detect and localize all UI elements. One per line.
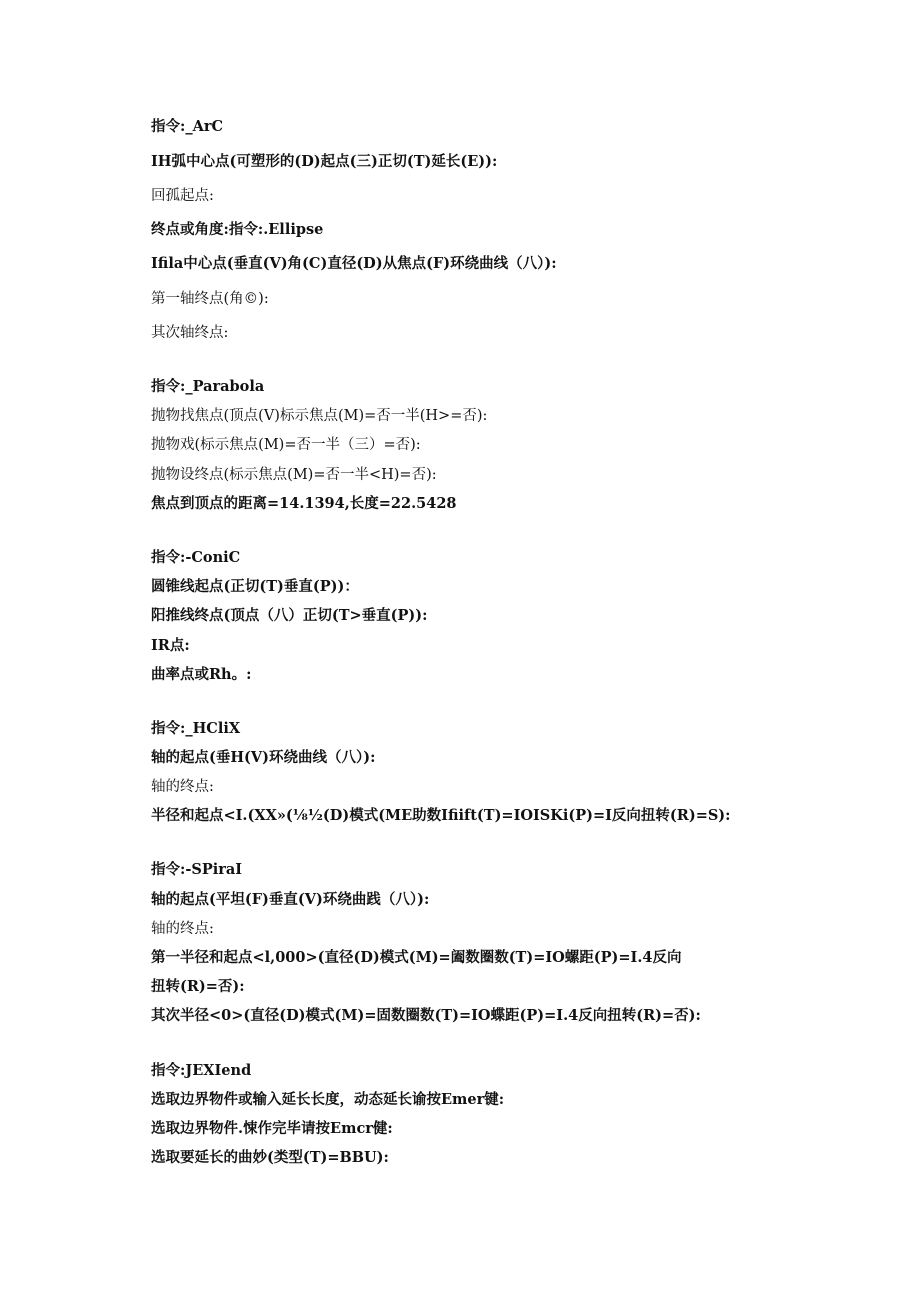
helix-axis-start-prompt: 轴的起点(垂H(V)环绕曲线（八）): [151,749,376,766]
ellipse-first-axis-prompt: 第一轴终点(角©): [151,291,269,307]
extend-select-curve-prompt: 选取要延长的曲妙(类型(T)=BBU): [151,1149,389,1166]
helix-radius-prompt: 半径和起点<I.(XX»(⅛½(D)模式(ME助数Ifiift(T)=IOISKi(P)=I反向扭转(R)=S): [151,807,731,824]
helix-axis-end-prompt: 轴的终点: [151,779,214,795]
ellipse-center-prompt: Ifila中心点(垂直(V)角(C)直径(D)从焦点(F)环绕曲线（八）): [151,255,557,272]
command-extend-title: 指令:JEXIend [151,1062,252,1079]
arc-end-ellipse-prompt: 终点或角度:指令:.Ellipse [151,221,324,238]
conic-start-prompt: 圆锥线起点(正切(T)垂直(P))： [151,578,359,595]
command-helix-title: 指令:_HCliX [151,720,241,737]
command-arc-title: 指令:_ArC [151,118,224,135]
extend-boundary-done-prompt: 选取边界物件.悚作完毕请按Emcr健: [151,1120,393,1137]
parabola-vertex-prompt: 抛物戏(标示焦点(M)=否一半（三）=否): [151,437,421,453]
arc-start-prompt: 回孤起点: [151,188,214,204]
parabola-distance-result: 焦点到顶点的距离=14.1394,长度=22.5428 [151,495,457,512]
spiral-first-radius-continued: 扭转(R)=否): [151,978,245,995]
spiral-first-radius-prompt: 第一半径和起点<l,000>(直径(D)模式(M)=阖数圈数(T)=IO螺距(P)=I.4反向 [151,949,682,966]
command-parabola-title: 指令:_Parabola [151,378,265,395]
spiral-second-radius-prompt: 其次半径<0>(直径(D)模式(M)=固数圈数(T)=IO蝶距(P)=I.4反向扭转(R)=否): [151,1007,701,1024]
conic-curvature-prompt: 曲率点或Rh。: [151,666,252,683]
parabola-focus-prompt: 抛物找焦点(顶点(V)标示焦点(M)=否一半(H>=否): [151,408,488,424]
parabola-end-prompt: 抛物设终点(标示焦点(M)=否一半<H)=否): [151,467,437,483]
spiral-axis-end-prompt: 轴的终点: [151,921,214,937]
command-conic-title: 指令:-ConiC [151,549,241,566]
extend-boundary-prompt: 选取边界物件或输入延长长度，动态延长谕按Emer键: [151,1091,505,1108]
ellipse-second-axis-prompt: 其次轴终点: [151,325,229,341]
conic-point-prompt: IR点: [151,637,190,654]
command-spiral-title: 指令:-SPiraI [151,861,243,878]
conic-end-prompt: 阳推线终点(顶点（八）正切(T>垂直(P)): [151,607,428,624]
arc-center-prompt: IH弧中心点(可塑形的(D)起点(三)正切(T)延长(E)): [151,153,498,170]
spiral-axis-start-prompt: 轴的起点(平坦(F)垂直(V)环绕曲践（八）): [151,891,430,908]
